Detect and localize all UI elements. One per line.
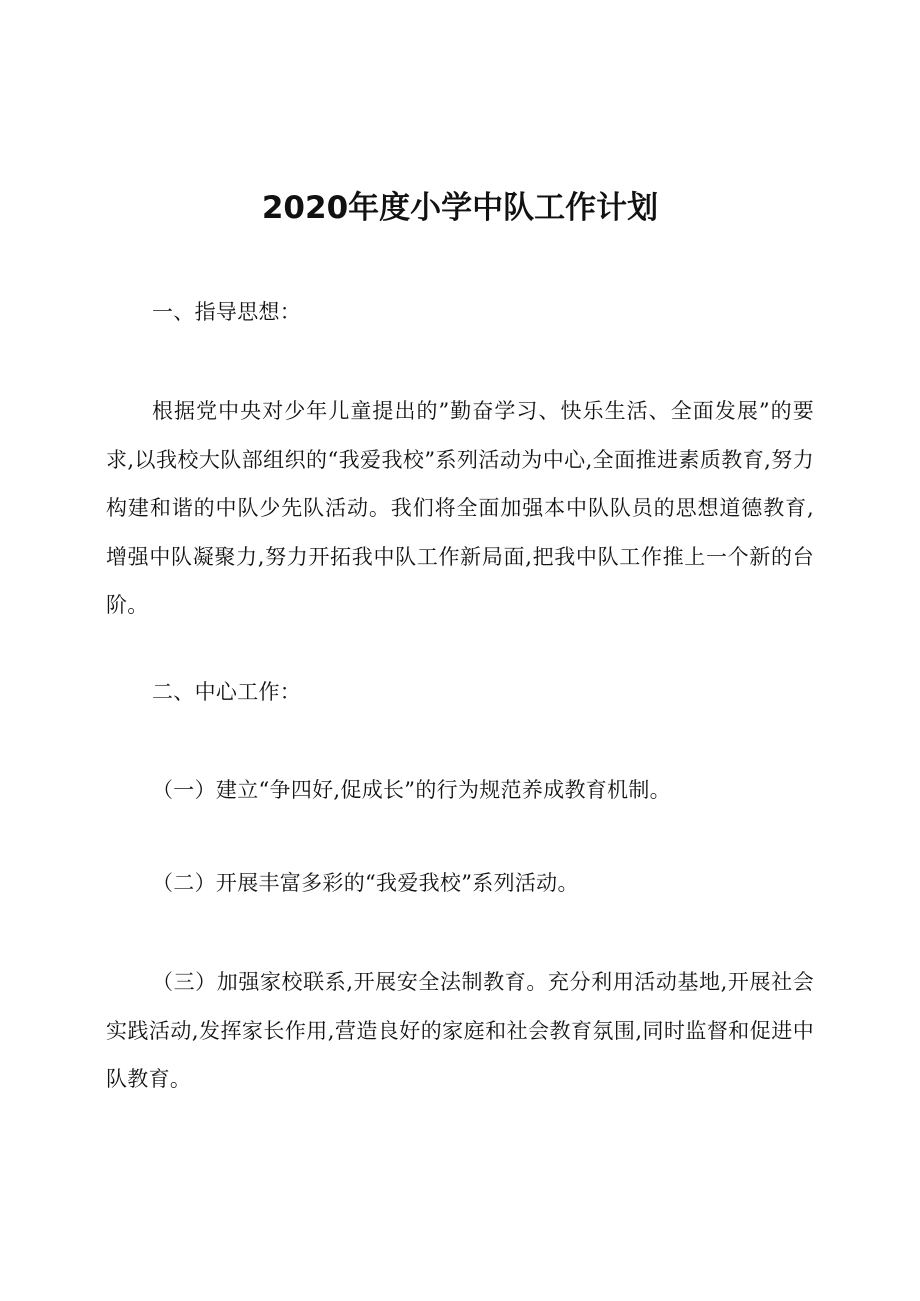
central-work-item-1: （一）建立“争四好,促成长”的行为规范养成教育机制。 [152, 778, 671, 802]
section-heading-guiding-ideology: 一、指导思想： [152, 300, 302, 324]
document-title: 2020年度小学中队工作计划 [261, 190, 659, 226]
guiding-ideology-paragraph: 根据党中央对少年儿童提出的”勤奋学习、快乐生活、全面发展”的要求,以我校大队部组织的“我爱我校”系列活动为中心,全面推进素质教育,努力构建和谐的中队少先队活动。我们将全面加强本中队队员的思想道德教育,增强中队凝聚力,努力开拓我中队工作新局面,把我中队工作推上一个新的台阶。 [106, 399, 814, 617]
section-heading-central-work: 二、中心工作： [152, 680, 302, 704]
central-work-item-3: （三）加强家校联系,开展安全法制教育。充分利用活动基地,开展社会实践活动,发挥家长作用,营造良好的家庭和社会教育氛围,同时监督和促进中队教育。 [106, 970, 814, 1091]
central-work-item-2: （二）开展丰富多彩的“我爱我校”系列活动。 [152, 871, 579, 895]
